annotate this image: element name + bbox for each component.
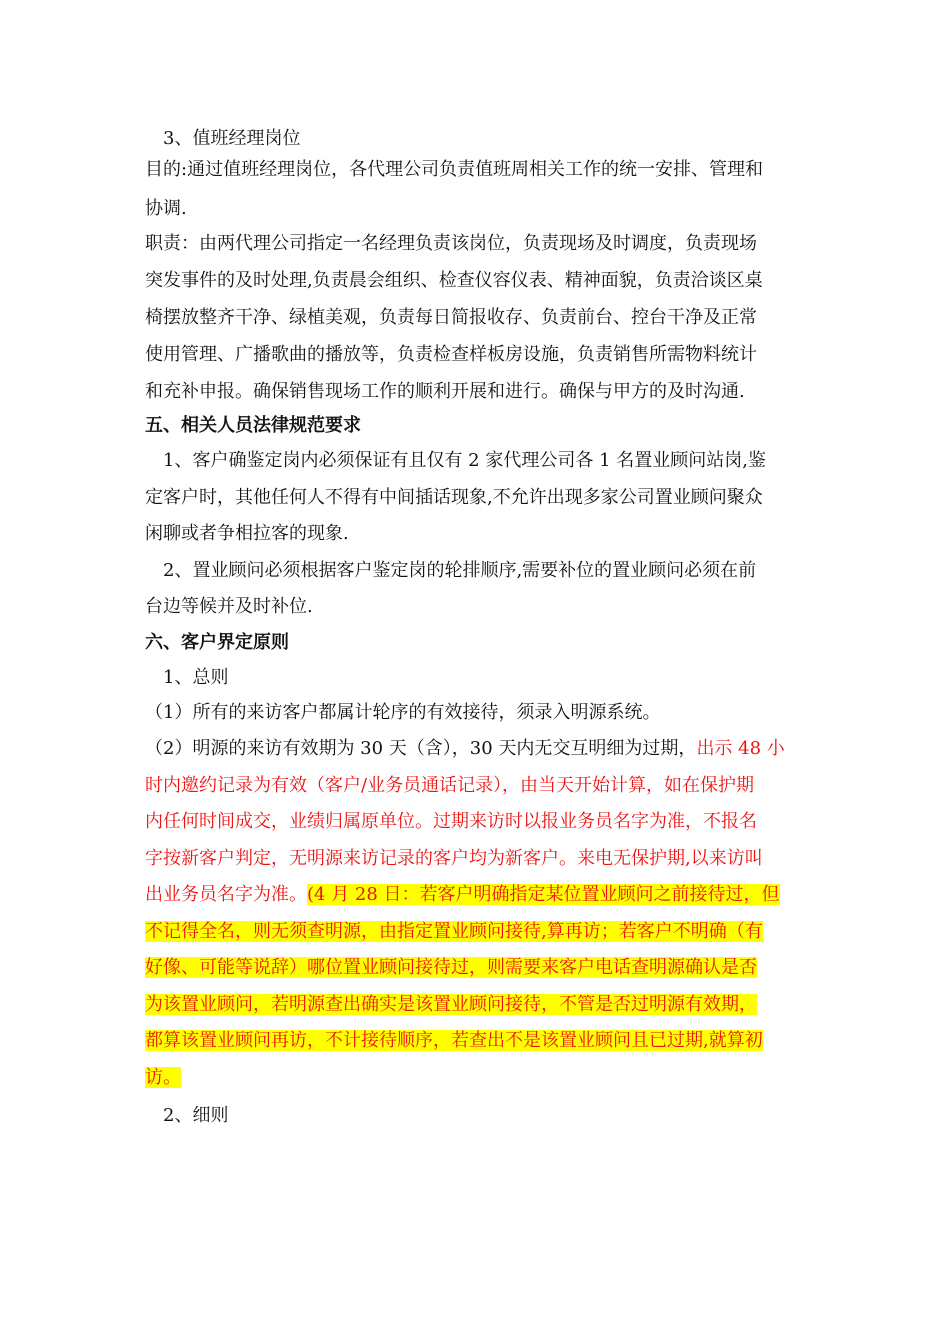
- s5-item1-line-2: 定客户时，其他任何人不得有中间插话现象,不允许出现多家公司置业顾问聚众: [145, 487, 763, 508]
- highlighted-note-line-3: 为该置业顾问，若明源查出确实是该置业顾问接待，不管是否过明源有效期，: [145, 994, 757, 1015]
- rule-2-red-start: 出示 48 小: [696, 738, 785, 759]
- duties-line-2: 突发事件的及时处理,负责晨会组织、检查仪容仪表、精神面貌，负责洽谈区桌: [145, 270, 763, 291]
- rule-2-red-line-3: 字按新客户判定，无明源来访记录的客户均为新客户。来电无保护期,以来访叫: [145, 848, 763, 869]
- s5-item1-line-3: 闲聊或者争相拉客的现象.: [145, 523, 349, 544]
- s5-item2-line-2: 台边等候并及时补位.: [145, 596, 313, 617]
- rule-2-mixed-line: [145, 883, 780, 907]
- section-3-title: 3、值班经理岗位: [163, 128, 301, 149]
- rule-1: （1）所有的来访客户都属计轮序的有效接待，须录入明源系统。: [145, 702, 661, 723]
- highlighted-note-line-1: 不记得全名，则无须查明源，由指定置业顾问接待,算再访；若客户不明确（有: [145, 921, 763, 942]
- highlight-line-5-wrap: [145, 1066, 181, 1090]
- highlight-line-2-wrap: [145, 956, 757, 980]
- general-rules-title: 1、总则: [163, 667, 229, 688]
- highlighted-note-start: (4 月 28 日：若客户明确指定某位置业顾问之前接待过，但: [307, 884, 780, 905]
- rule-2-red-line-2: 内任何时间成交，业绩归属原单位。过期来访时以报业务员名字为准，不报名: [145, 811, 757, 832]
- detail-rules-title: 2、细则: [163, 1105, 229, 1126]
- highlighted-note-line-5: 访。: [145, 1067, 181, 1088]
- purpose-line-2: 协调.: [145, 198, 187, 219]
- highlight-line-4-wrap: [145, 1029, 763, 1053]
- rule-2-red-last: 出业务员名字为准。: [145, 884, 307, 905]
- rule-2-red-line-1: 时内邀约记录为有效（客户/业务员通话记录），由当天开始计算，如在保护期: [145, 775, 755, 796]
- duties-line-5: 和充补申报。确保销售现场工作的顺利开展和进行。确保与甲方的及时沟通.: [145, 381, 745, 402]
- highlighted-note-line-2: 好像、可能等说辞）哪位置业顾问接待过，则需要来客户电话查明源确认是否: [145, 957, 757, 978]
- s5-item1-line-1: 1、客户确鉴定岗内必须保证有且仅有 2 家代理公司各 1 名置业顾问站岗,鉴: [163, 450, 766, 471]
- duties-line-4: 使用管理、广播歌曲的播放等，负责检查样板房设施，负责销售所需物料统计: [145, 344, 757, 365]
- rule-2-prefix: （2）明源的来访有效期为 30 天（含），30 天内无交互明细为过期，: [145, 738, 697, 759]
- highlight-line-3-wrap: [145, 993, 757, 1017]
- duties-line-1: 职责：由两代理公司指定一名经理负责该岗位，负责现场及时调度，负责现场: [145, 233, 757, 254]
- highlighted-note-line-4: 都算该置业顾问再访，不计接待顺序，若查出不是该置业顾问且已过期,就算初: [145, 1030, 763, 1051]
- s5-item2-line-1: 2、置业顾问必须根据客户鉴定岗的轮排顺序,需要补位的置业顾问必须在前: [163, 560, 757, 581]
- rule-2-line-1: [145, 737, 785, 761]
- duties-line-3: 椅摆放整齐干净、绿植美观，负责每日简报收存、负责前台、控台干净及正常: [145, 307, 757, 328]
- highlight-line-1-wrap: [145, 920, 763, 944]
- section-5-heading: 五、相关人员法律规范要求: [145, 415, 361, 436]
- purpose-line-1: 目的:通过值班经理岗位，各代理公司负责值班周相关工作的统一安排、管理和: [145, 159, 764, 180]
- section-6-heading: 六、客户界定原则: [145, 632, 289, 653]
